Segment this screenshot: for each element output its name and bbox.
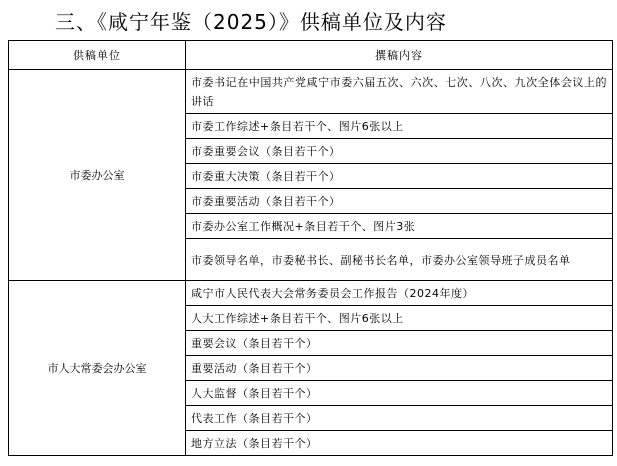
- content-cell: 市委重大决策（条目若干个）: [186, 164, 613, 189]
- unit-cell-npc-standing-committee-office: 市人大常委会办公室: [9, 281, 186, 456]
- content-cell: 市委重要活动（条目若干个）: [186, 189, 613, 214]
- content-cell: 人大监督（条目若干个）: [186, 381, 613, 406]
- table-header-row: [9, 41, 613, 70]
- page-title: 三、《咸宁年鉴（2025）》供稿单位及内容: [55, 10, 447, 34]
- content-cell: 市委书记在中国共产党咸宁市委六届五次、六次、七次、八次、九次全体会议上的讲话: [186, 70, 613, 114]
- contribution-table: [8, 40, 613, 456]
- header-unit: 供稿单位: [9, 41, 186, 70]
- content-cell: 人大工作综述+条目若干个、图片6张以上: [186, 306, 613, 331]
- content-cell: 市委工作综述+条目若干个、图片6张以上: [186, 114, 613, 139]
- content-cell: 代表工作（条目若干个）: [186, 406, 613, 431]
- content-cell: 市委办公室工作概况+条目若干个、图片3张: [186, 214, 613, 239]
- content-cell: 市委领导名单，市委秘书长、副秘书长名单，市委办公室领导班子成员名单: [186, 239, 613, 281]
- content-cell: 重要会议（条目若干个）: [186, 331, 613, 356]
- header-content: 撰稿内容: [186, 41, 613, 70]
- table-row: [9, 70, 613, 114]
- content-cell: 市委重要会议（条目若干个）: [186, 139, 613, 164]
- table-row: [9, 281, 613, 306]
- content-cell: 咸宁市人民代表大会常务委员会工作报告（2024年度）: [186, 281, 613, 306]
- unit-cell-party-committee-office: 市委办公室: [9, 70, 186, 281]
- content-cell: 重要活动（条目若干个）: [186, 356, 613, 381]
- content-cell: 地方立法（条目若干个）: [186, 431, 613, 456]
